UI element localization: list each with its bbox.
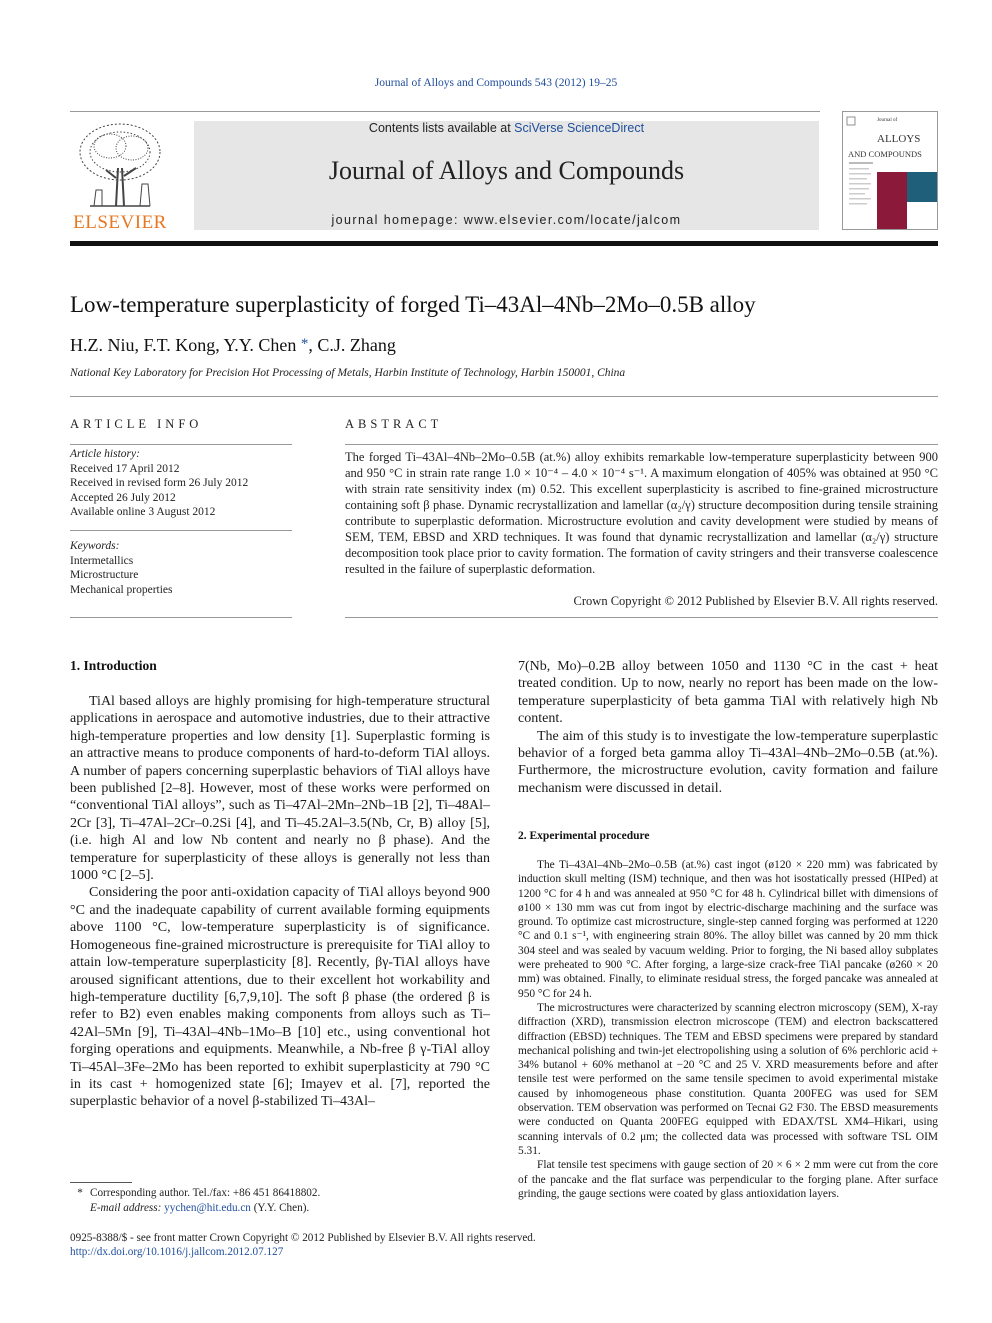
email-label: E-mail address: [90, 1201, 165, 1214]
cover-red-block [877, 172, 907, 230]
history-rule [70, 530, 292, 531]
abstract-heading: ABSTRACT [345, 417, 443, 431]
issn-block [70, 1231, 770, 1259]
contents-prefix: Contents lists available at [368, 121, 515, 135]
abstract-copyright: Crown Copyright © 2012 Published by Elsevier B.V. All rights reserved. [573, 594, 938, 608]
abstract-rule [345, 444, 938, 445]
intro-paragraph-continued: 7(Nb, Mo)–0.2B alloy between 1050 and 1130 °C in the cast + heat treated condition. Up to now, nearly no report has been made on the low-temperature superplasticity of beta gamma TiAl with relatively high Nb content. [518, 659, 938, 727]
journal-name: Journal of Alloys and Compounds [328, 156, 685, 185]
intro-paragraph: Considering the poor anti-oxidation capacity of TiAl alloys beyond 900 °C and the inadequate capability of current available forming equipments above 1100 °C, low-temperature superplasticity is of significance. Homogeneous fine-grained microstructure is prerequisite for TiAl alloy to attain low-temperature superplasticity [8]. Recently, βγ-TiAl alloys have aroused significant attentions, due to their excellent hot workability and high-temperature ductility [6,7,9,10]. The soft β phase (the ordered β is refer to B2) even enables making components from alloys such as Ti–42Al–5Mn [9], Ti–43Al–4Nb–1Mo–B [10] etc., using conventional hot forging operations and equipments. Meanwhile, a Nb-free β γ-TiAl alloy Ti–45Al–3Fe–2Mo has been reported to exhibit superplasticity at 790 °C in its cast + homogenized state [6]; Imayev et al. [7], reported the superplastic behavior of a novel β-stabilized Ti–43Al– [70, 885, 490, 1110]
journal-citation[interactable]: Journal of Alloys and Compounds 543 (2012) 19–25 [374, 77, 618, 89]
keyword-item: Intermetallics [70, 554, 134, 567]
contents-line [194, 121, 819, 135]
cover-title-3: AND COMPOUNDS [848, 149, 922, 159]
keywords-rule [70, 617, 292, 618]
keywords [70, 539, 292, 597]
cover-title-2: ALLOYS [877, 133, 921, 145]
history-online: Available online 3 August 2012 [70, 506, 216, 518]
abstract-text: The forged Ti–43Al–4Nb–2Mo–0.5B (at.%) alloy exhibits remarkable low-temperature superplasticity between 900 and 950 °C in strain rate range 1.0 × 10⁻⁴ – 4.0 × 10⁻⁴ s⁻¹. A maximum elongation of 405% was obtained at 950 °C with strain rate sensitivity index (m) 0.52. This excellent superplasticity is ascribed to fine-grained microstructure containing soft β phase. Dynamic recrystallization and lamellar (α₂/γ) structure decomposition during tensile straining contribute to superplastic deformation. Microstructure evolution and cavity development were studied by means of SEM, TEM, EBSD and XRD techniques. It was found that dynamic recrystallization and lamellar (α₂/γ) structure decomposition took place prior to cavity formation. The formation of cavity stringers and their transverse coalescence resulted in the failure of superplastic deformation. [345, 450, 938, 576]
experimental-paragraph: The Ti–43Al–4Nb–2Mo–0.5B (at.%) cast ingot (ø120 × 220 mm) was fabricated by induction skull melting (ISM) technique, and then was hot isostatically pressed (HIPed) at 1200 °C for 4 h and was annealed at 950 °C for 48 h. Cylindrical billet with dimensions of ø100 × 130 mm was cut from ingot by electric-discharge machining and the surface was ground. To optimize cast microstructure, single-step canned forging was performed at 1220 °C and 0.1 s⁻¹, with engineering strain 80%. The alloy billet was canned by 20 mm thick 304 steel and was sealed by vacuum welding. Prior to forging, the Ni based alloy subplates were preheated to 900 °C. After forging, a large-size crack-free TiAl pancake (ø260 × 20 mm) was obtained. Finally, to eliminate residual stress, the forged pancake was annealed at 950 °C for 24 h. [518, 859, 938, 1000]
history-accepted: Accepted 26 July 2012 [70, 491, 176, 504]
introduction-right-column [518, 658, 938, 797]
experimental-paragraph: The microstructures were characterized by scanning electron microscopy (SEM), X-ray diffraction (XRD), transmission electron microscope (TEM) and electron backscattered diffraction (EBSD) techniques. The TEM and EBSD specimens were prepared by standard mechanical polishing and twin-jet electropolishing using a solution of 6% perchloric acid + 34% butanol + 60% methanol at −20 °C and 25 V. XRD measurements before and after tensile test were performed on the same tensile specimen to avoid experimental mistake caused by inhomogeneous phase constitution. Quanta 200FEG was used for SEM observation. TEM observation was performed on Tecnai G2 F30. The EBSD measurements were conducted on Quanta 200FEG equipped with EDAX/TSL XM4–Hikari, using scanning intervals of 0.2 μm; the collected data was processed with software TSL OIM 5.31. [518, 1001, 938, 1157]
history-revised: Received in revised form 26 July 2012 [70, 477, 249, 489]
experimental-paragraph: Flat tensile test specimens with gauge section of 20 × 6 × 2 mm were cut from the core of the pancake and the flat surface was perpendicular to the forging plane. After surface grinding, the gauge sections were coated by glass antioxidation layers. [518, 1159, 938, 1200]
footnote-contact: Corresponding author. Tel./fax: +86 451 86418802. [90, 1187, 321, 1199]
intro-paragraph: TiAl based alloys are highly promising for high-temperature structural applications in aerospace and automotive industries, due to their attractive high-temperature properties and low density [1]. Superplastic forming is an attractive means to produce components of hard-to-deform TiAl alloys. A number of papers concerning superplastic behaviors of TiAl alloys have been published [2–8]. However, most of these works were performed on “conventional TiAl alloys”, such as Ti–47Al–2Mn–2Nb–1B [2], Ti–48Al–2Cr [3], Ti–47Al–2Cr–0.2Si [4], and Ti–45.2Al–3.5(Nb, Cr, B) alloy [5], (i.e. high Al and low Nb content and nearly no β phase). And the temperature for superplasticity of these alloys is generally not less than 1000 °C [2–5]. [70, 694, 490, 884]
history-heading: Article history: [70, 448, 140, 460]
cover-teal-block [907, 172, 938, 202]
title-block-rule [70, 396, 938, 397]
doi-link[interactable]: http://dx.doi.org/10.1016/j.jallcom.2012.07.127 [70, 1246, 284, 1258]
cover-title-1: Journal of [877, 118, 898, 123]
journal-cover-thumbnail[interactable] [842, 111, 938, 230]
section-heading-experimental: 2. Experimental procedure [518, 830, 650, 842]
article-info-heading: ARTICLE INFO [70, 417, 203, 431]
keywords-heading: Keywords: [70, 540, 120, 552]
sciencedirect-link[interactable]: SciVerse ScienceDirect [514, 121, 645, 135]
affiliation: National Key Laboratory for Precision Hot Processing of Metals, Harbin Institute of Technology, Harbin 150001, China [70, 367, 626, 379]
footnote-mark: * [77, 1187, 83, 1199]
keyword-item: Mechanical properties [70, 583, 173, 596]
abstract-bottom-rule [345, 617, 938, 618]
authors-main: H.Z. Niu, F.T. Kong, Y.Y. Chen [70, 335, 297, 355]
experimental-text [518, 858, 938, 1201]
section-heading-introduction: 1. Introduction [70, 658, 157, 673]
journal-homepage-link[interactable]: journal homepage: www.elsevier.com/locate/jalcom [331, 213, 682, 227]
introduction-left-column [70, 693, 490, 1111]
header-bottom-rule [70, 241, 938, 246]
email-link[interactable]: yychen@hit.edu.cn [164, 1201, 251, 1214]
article-history [70, 447, 292, 520]
corresponding-author-link[interactable]: * [300, 336, 309, 352]
history-received: Received 17 April 2012 [70, 462, 180, 475]
issn-line: 0925-8388/$ - see front matter Crown Copyright © 2012 Published by Elsevier B.V. All rights reserved. [70, 1232, 536, 1244]
elsevier-wordmark[interactable]: ELSEVIER [73, 212, 167, 233]
intro-paragraph: The aim of this study is to investigate the low-temperature superplastic behavior of a forged beta gamma alloy Ti–43Al–4Nb–2Mo–0.5B (at.%). Furthermore, the microstructure evolution, cavity formation and failure mechanism were discussed in detail. [518, 728, 938, 796]
authors-tail: , C.J. Zhang [308, 335, 396, 355]
article-title: Low-temperature superplasticity of forged Ti–43Al–4Nb–2Mo–0.5B alloy [70, 292, 756, 317]
article-info-rule [70, 444, 292, 445]
header-top-rule [70, 111, 820, 112]
author-list [70, 335, 396, 356]
footnote-rule [70, 1182, 132, 1183]
email-tail: (Y.Y. Chen). [250, 1201, 310, 1214]
keyword-item: Microstructure [70, 569, 139, 581]
corresponding-author-footnote [70, 1186, 490, 1215]
